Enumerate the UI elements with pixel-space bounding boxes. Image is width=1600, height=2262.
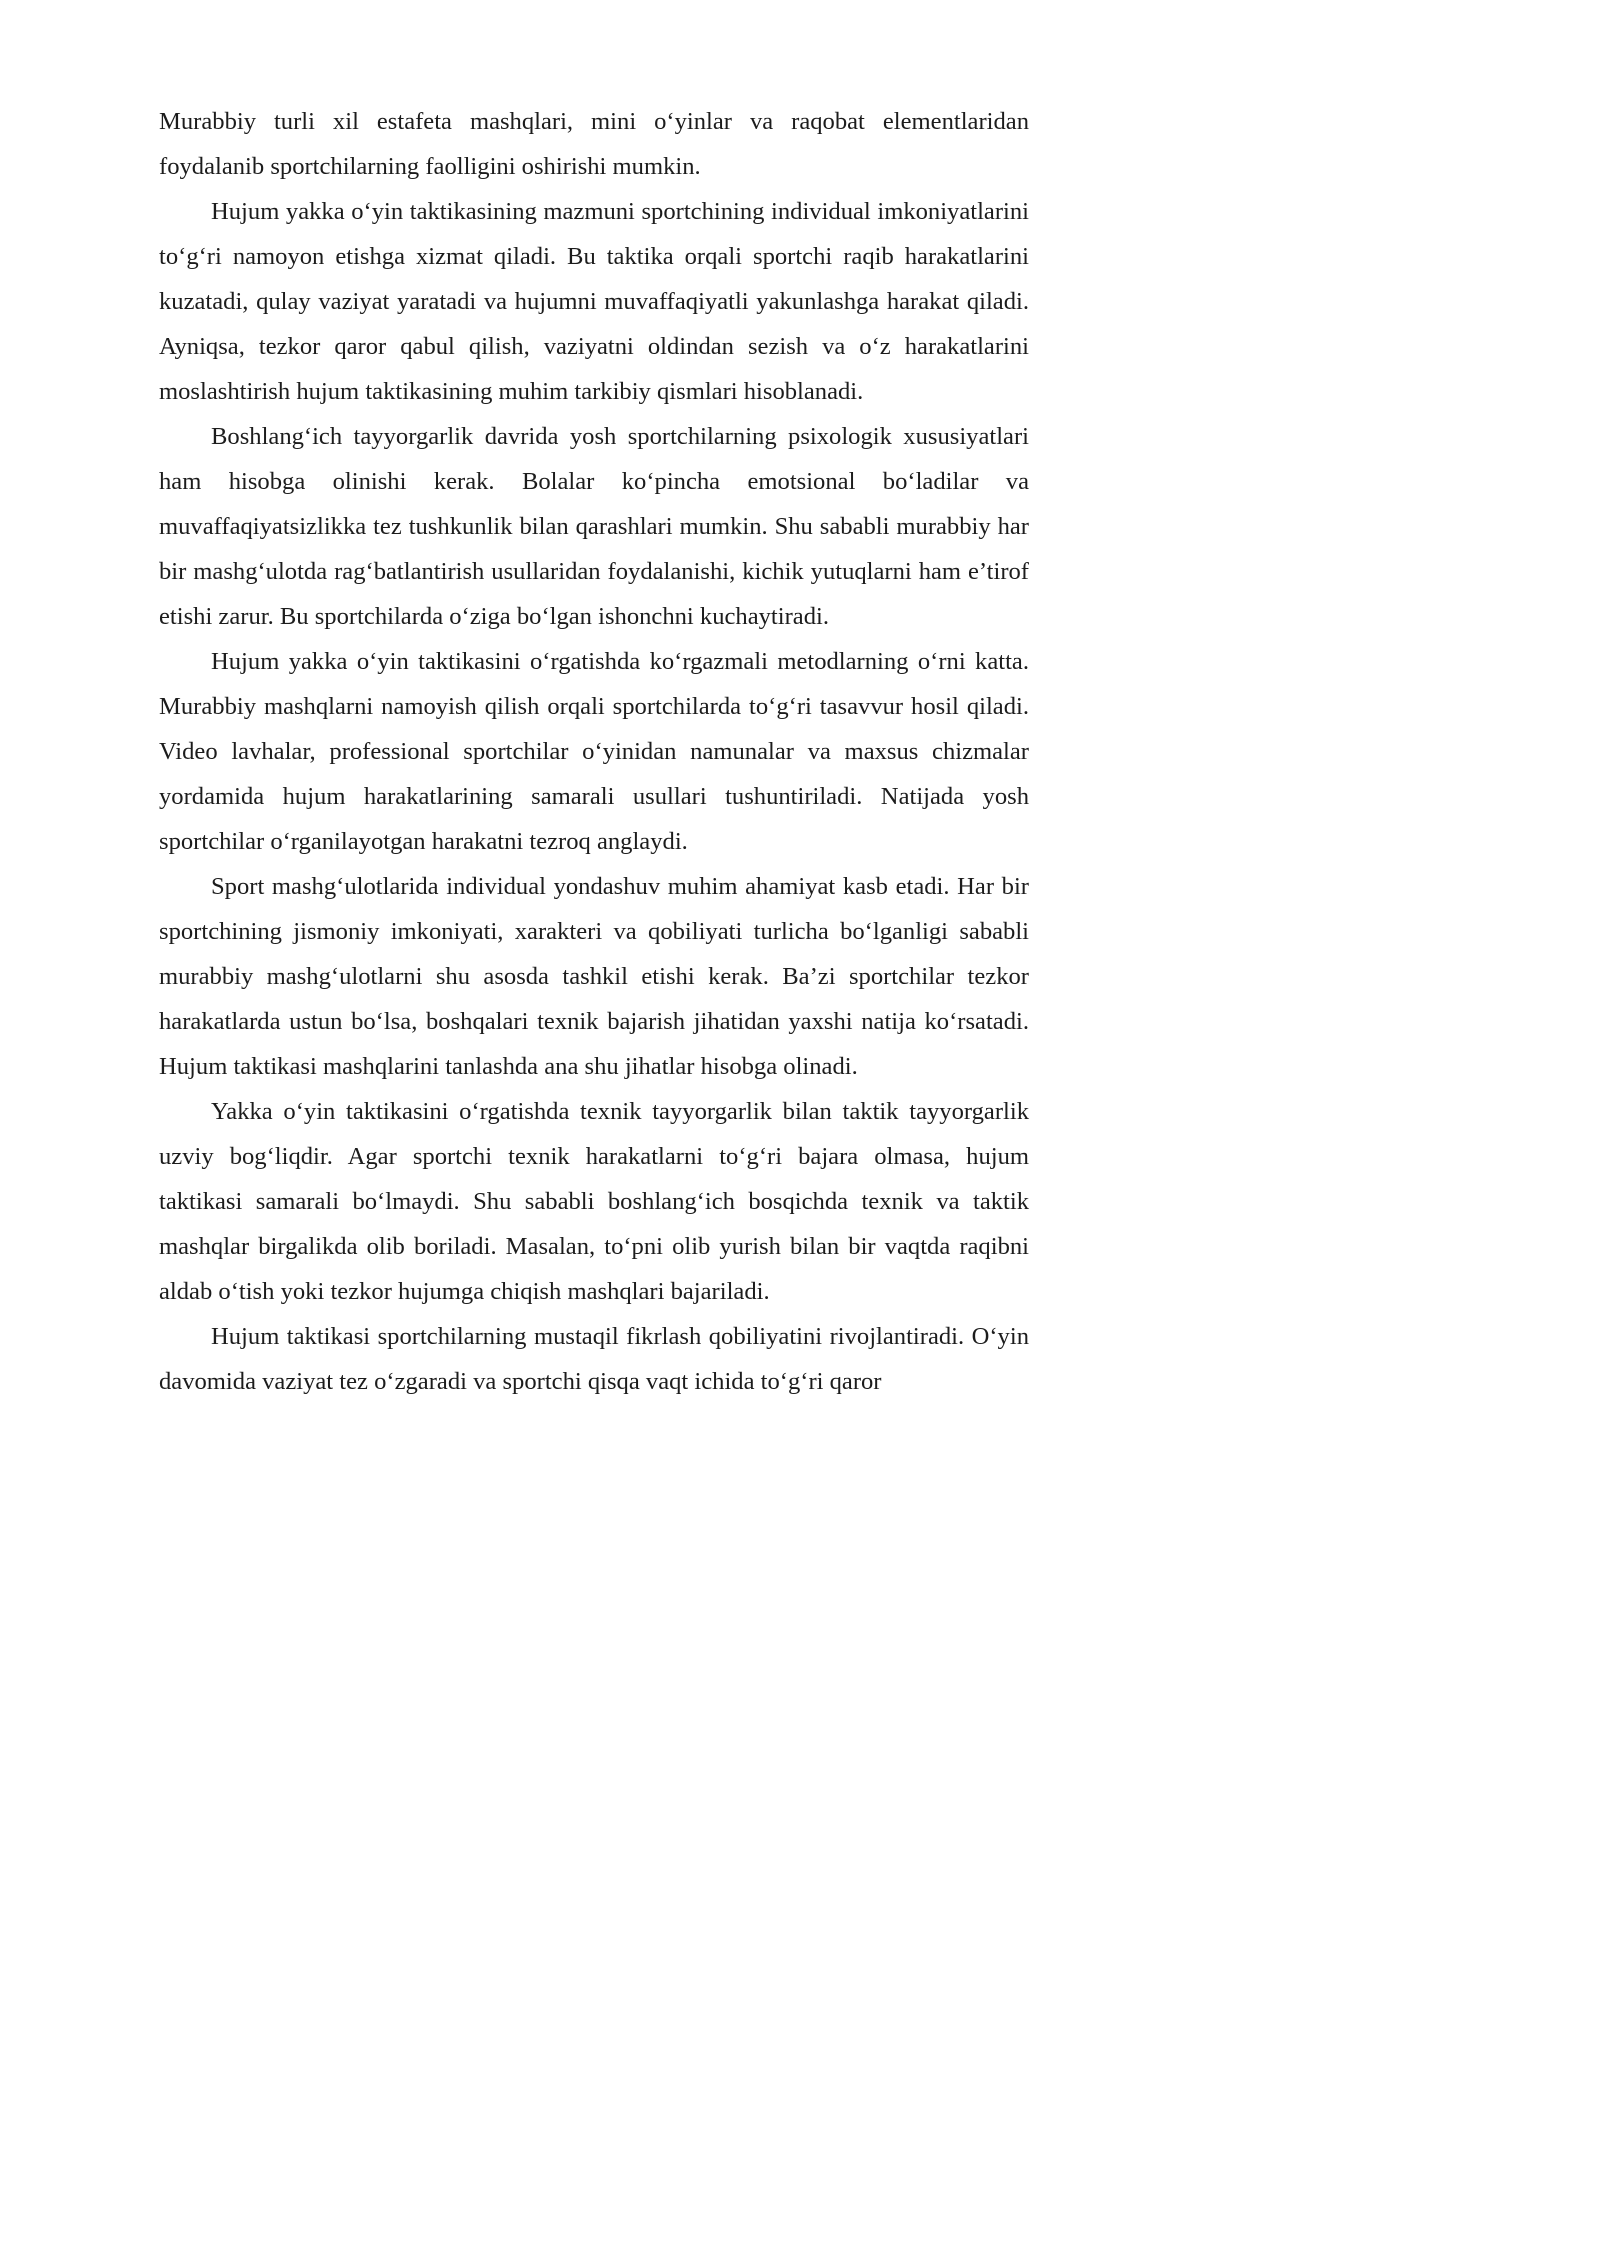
paragraph-independent-thinking: Hujum taktikasi sportchilarning mustaqil fikrlash qobiliyatini rivojlantiradi. O‘yin davomida vaziyat tez o‘zgaradi va sportchi qisqa vaqt ichida to‘g‘ri qaror — [159, 1323, 1029, 1395]
document-page — [0, 0, 1104, 1561]
paragraph-visual-methods: Hujum yakka o‘yin taktikasini o‘rgatishda ko‘rgazmali metodlarning o‘rni katta. Murabbiy mashqlarni namoyish qilish orqali sportchilarda to‘g‘ri tasavvur hosil qiladi. Video lavhalar, professional sportchilar o‘yinidan namunalar va maxsus chizmalar yordamida hujum harakatlarining samarali usullari tushuntiriladi. Natijada yosh sportchilar o‘rganilayotgan harakatni tezroq anglaydi. — [159, 648, 1029, 855]
paragraph-technical-tactical: Yakka o‘yin taktikasini o‘rgatishda texnik tayyorgarlik bilan taktik tayyorgarlik uzviy bog‘liqdir. Agar sportchi texnik harakatlarni to‘g‘ri bajara olmasa, hujum taktikasi samarali bo‘lmaydi. Shu sababli boshlang‘ich bosqichda texnik va taktik mashqlar birgalikda olib boriladi. Masalan, to‘pni olib yurish bilan bir vaqtda raqibni aldab o‘tish yoki tezkor hujumga chiqish mashqlari bajariladi. — [159, 1098, 1029, 1305]
document-body — [159, 99, 1029, 1404]
paragraph-individual-approach: Sport mashg‘ulotlarida individual yondashuv muhim ahamiyat kasb etadi. Har bir sportchining jismoniy imkoniyati, xarakteri va qobiliyati turlicha bo‘lganligi sababli murabbiy mashg‘ulotlarni shu asosda tashkil etishi kerak. Ba’zi sportchilar tezkor harakatlarda ustun bo‘lsa, boshqalari texnik bajarish jihatidan yaxshi natija ko‘rsatadi. Hujum taktikasi mashqlarini tanlashda ana shu jihatlar hisobga olinadi. — [159, 873, 1029, 1080]
paragraph-psychology: Boshlang‘ich tayyorgarlik davrida yosh sportchilarning psixologik xususiyatlari ham hisobga olinishi kerak. Bolalar ko‘pincha emotsional bo‘ladilar va muvaffaqiyatsizlikka tez tushkunlik bilan qarashlari mumkin. Shu sababli murabbiy har bir mashg‘ulotda rag‘batlantirish usullaridan foydalanishi, kichik yutuqlarni ham e’tirof etishi zarur. Bu sportchilarda o‘ziga bo‘lgan ishonchni kuchaytiradi. — [159, 423, 1029, 630]
paragraph-continuation: Murabbiy turli xil estafeta mashqlari, mini o‘yinlar va raqobat elementlaridan foydalanib sportchilarning faolligini oshirishi mumkin. — [159, 108, 1029, 180]
paragraph-attack-tactics-content: Hujum yakka o‘yin taktikasining mazmuni sportchining individual imkoniyatlarini to‘g‘ri namoyon etishga xizmat qiladi. Bu taktika orqali sportchi raqib harakatlarini kuzatadi, qulay vaziyat yaratadi va hujumni muvaffaqiyatli yakunlashga harakat qiladi. Ayniqsa, tezkor qaror qabul qilish, vaziyatni oldindan sezish va o‘z harakatlarini moslashtirish hujum taktikasining muhim tarkibiy qismlari hisoblanadi. — [159, 198, 1029, 405]
